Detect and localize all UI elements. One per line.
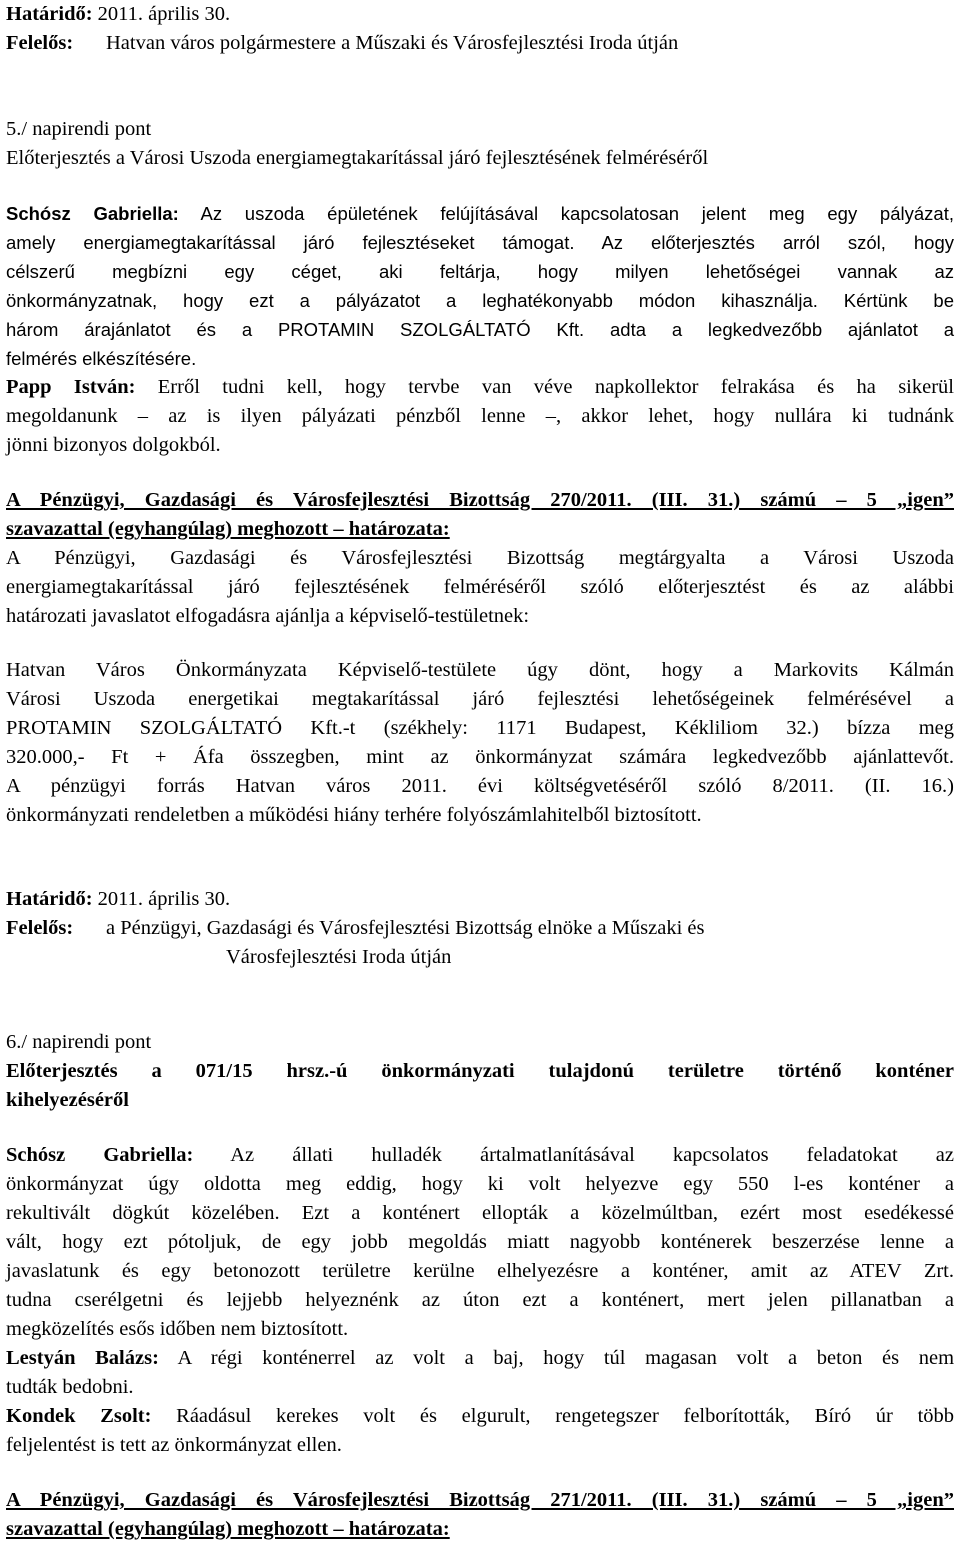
deadline-value: 2011. április 30.	[97, 888, 231, 910]
item6-speaker1-line1: Schósz Gabriella: Az állati hulladék ártalmatlanításával kapcsolatos feladatokat az	[6, 1144, 954, 1166]
item5-speaker1-line5: három árajánlatot és a PROTAMIN SZOLGÁLTATÓ Kft. adta a legkedvezőbb ajánlatot a	[6, 319, 954, 340]
item5-speaker2-line1: Papp István: Erről tudni kell, hogy tervbe van véve napkollektor felrakása és ha sikerül	[6, 376, 954, 398]
item5-decision-line1: Hatvan Város Önkormányzata Képviselő-testülete úgy dönt, hogy a Markovits Kálmán	[6, 659, 954, 681]
item5-speaker1-line4: önkormányzatnak, hogy ezt a pályázatot a leghatékonyabb módon kihasználja. Kértünk be	[6, 290, 954, 311]
responsible-label: Felelős:	[6, 917, 74, 939]
item6-resolution-line2: szavazattal (egyhangúlag) meghozott – határozata:	[6, 1518, 450, 1540]
item6-speaker1-line6: tudna cserélgetni és lejjebb helyeznénk az úton ezt a konténert, mert jelen pillanatban a	[6, 1289, 954, 1311]
item5-speaker1-line6: felmérés elkészítésére.	[6, 348, 197, 369]
item5-res-body-line3: határozati javaslatot elfogadásra ajánlja a képviselő-testületnek:	[6, 605, 530, 627]
item5-resolution-line2: szavazattal (egyhangúlag) meghozott – határozata:	[6, 518, 450, 540]
item6-title-line1: Előterjesztés a 071/15 hrsz.-ú önkormányzati tulajdonú területre történő konténer	[6, 1060, 954, 1082]
item5-res-body-line1: A Pénzügyi, Gazdasági és Városfejlesztési Bizottság megtárgyalta a Városi Uszoda	[6, 547, 954, 569]
item5-deadline-line	[6, 885, 954, 914]
item5-speaker2-line2: megoldanunk – az is ilyen pályázati pénzből lenne –, akkor lehet, hogy nullára ki tudnánk	[6, 405, 954, 427]
item6-speaker3-line2: feljelentést is tett az önkormányzat ellen.	[6, 1434, 342, 1456]
item6-speaker1-line5: javaslatunk és egy betonozott területre kerülne elhelyezésre a konténer, amit az ATEV Zrt.	[6, 1260, 954, 1282]
item6-title-line2: kihelyezéséről	[6, 1089, 129, 1111]
speaker-name: Schósz Gabriella:	[6, 203, 179, 224]
item5-res-body-line2: energiamegtakarítással járó fejlesztésének felméréséről szóló előterjesztést és az alábbi	[6, 576, 954, 598]
speaker-name: Papp István:	[6, 376, 136, 398]
item6-speaker1-line4: vált, hogy ezt pótoljuk, de egy jobb megoldás miatt nagyobb konténerek beszerzése lenne a	[6, 1231, 954, 1253]
item5-decision-line2: Városi Uszoda energetikai megtakarítással járó fejlesztési lehetőségeinek felmérésével a	[6, 688, 954, 710]
item5-decision-line6: önkormányzati rendeletben a működési hiány terhére folyószámlahitelből biztosított.	[6, 804, 702, 826]
deadline-line	[6, 0, 954, 29]
item6-speaker1-line7: megközelítés esős időben nem biztosított.	[6, 1318, 349, 1340]
speaker-name: Kondek Zsolt:	[6, 1405, 152, 1427]
item5-speaker1-line3: célszerű megbízni egy céget, aki feltárja, hogy milyen lehetőségei vannak az	[6, 261, 954, 282]
item6-speaker1-line3: rekultivált dögkút közelében. Ezt a konténert ellopták a közelmúltban, ezért most esedékessé	[6, 1202, 954, 1224]
item6-speaker1-line2: önkormányzat úgy oldotta meg eddig, hogy ki volt helyezve egy 550 l-es konténer a	[6, 1173, 954, 1195]
responsible-label: Felelős:	[6, 32, 74, 54]
speaker-name: Lestyán Balázs:	[6, 1347, 159, 1369]
item5-decision-line3: PROTAMIN SZOLGÁLTATÓ Kft.-t (székhely: 1171 Budapest, Kékliliom 32.) bízza meg	[6, 717, 954, 739]
item5-heading: 5./ napirendi pont	[6, 118, 152, 140]
item5-title: Előterjesztés a Városi Uszoda energiamegtakarítással járó fejlesztésének felméréséről	[6, 147, 709, 169]
item6-speaker2-line2: tudták bedobni.	[6, 1376, 134, 1398]
responsible-value: Hatvan város polgármestere a Műszaki és Városfejlesztési Iroda útján	[106, 32, 679, 54]
deadline-label: Határidő:	[6, 888, 93, 910]
item5-speaker1-line1: Schósz Gabriella: Az uszoda épületének felújításával kapcsolatosan jelent meg egy pályázat,	[6, 203, 954, 224]
item5-speaker1-line2: amely energiamegtakarítással járó fejlesztéseket támogat. Az előterjesztés arról szól, hogy	[6, 232, 954, 253]
item5-responsible-line2: Városfejlesztési Iroda útján	[226, 946, 452, 968]
item5-responsible-line1: Felelős: a Pénzügyi, Gazdasági és Városfejlesztési Bizottság elnöke a Műszaki és	[6, 914, 954, 943]
item5-decision-line4: 320.000,- Ft + Áfa összegben, mint az önkormányzat számára legkedvezőbb ajánlattevőt.	[6, 746, 954, 768]
item5-decision-line5: A pénzügyi forrás Hatvan város 2011. évi költségvetéséről szóló 8/2011. (II. 16.)	[6, 775, 954, 797]
deadline-label: Határidő:	[6, 3, 93, 25]
speaker-name: Schósz Gabriella:	[6, 1144, 194, 1166]
deadline-value: 2011. április 30.	[97, 3, 231, 25]
item6-heading: 6./ napirendi pont	[6, 1031, 152, 1053]
responsible-line	[6, 29, 954, 58]
item6-speaker3-line1: Kondek Zsolt: Ráadásul kerekes volt és elgurult, rengetegszer felborították, Bíró úr több	[6, 1405, 955, 1427]
item6-resolution-line1: A Pénzügyi, Gazdasági és Városfejlesztési Bizottság 271/2011. (III. 31.) számú – 5 „igen”	[6, 1489, 954, 1511]
item5-speaker2-line3: jönni bizonyos dolgokból.	[6, 434, 221, 456]
item6-speaker2-line1: Lestyán Balázs: A régi konténerrel az volt a baj, hogy túl magasan volt a beton és nem	[6, 1347, 955, 1369]
item5-resolution-line1: A Pénzügyi, Gazdasági és Városfejlesztési Bizottság 270/2011. (III. 31.) számú – 5 „igen”	[6, 489, 954, 511]
